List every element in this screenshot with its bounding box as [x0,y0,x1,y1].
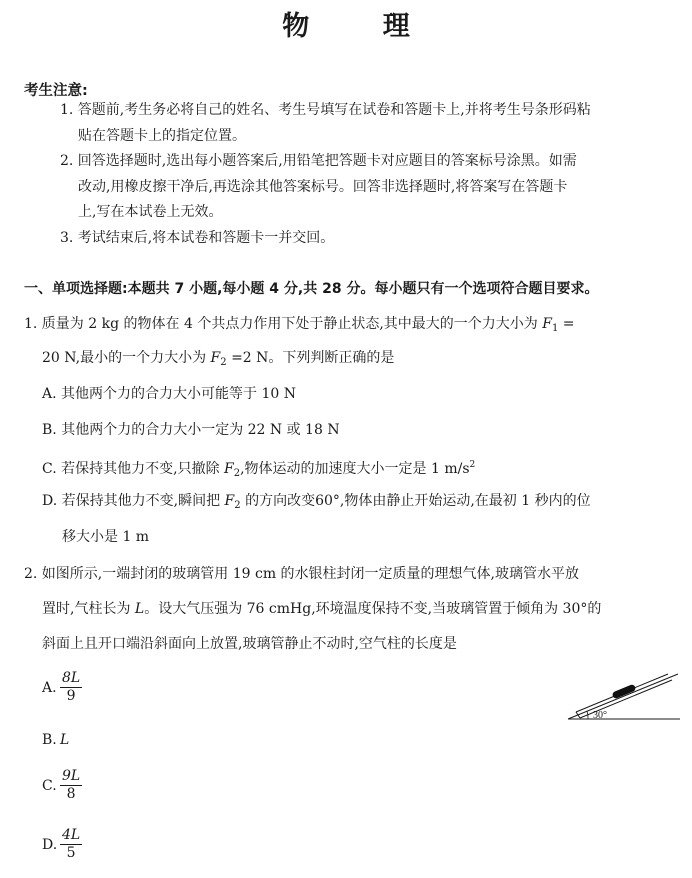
q2-option-b-label: B. [42,732,57,748]
q2-option-d-fraction: 4L 5 [62,827,81,861]
q1-option-a: A. 其他两个力的合力大小可能等于 10 N [42,386,296,402]
notice-line: 1. 答题前,考生务必将自己的姓名、考生号填写在试卷和答题卡上,并将考生号条形码粘 [60,102,591,118]
notice-line: 2. 回答选择题时,选出每小题答案后,用铅笔把答题卡对应题目的答案标号涂黑。如需 [60,153,577,169]
notice-heading: 考生注意: [24,83,88,99]
mercury-column [612,684,637,700]
q2-option-d-label: D. [42,837,58,853]
incline-tube-figure [566,668,682,724]
q2-option-a-fraction: 8L 9 [62,670,81,704]
q1-option-d-line-2: 移大小是 1 m [62,529,150,545]
q2-option-b-value: L [60,732,70,748]
incline-surface-line [568,674,678,719]
q1-option-b: B. 其他两个力的合力大小一定为 22 N 或 18 N [42,422,340,438]
q1-option-c: C. 若保持其他力不变,只撤除 $F_2$,物体运动的加速度大小一定是 1 $m/s^2$ [42,460,476,479]
notice-line: 3. 考试结束后,将本试卷和答题卡一并交回。 [60,230,335,246]
q1-option-d: D. 若保持其他力不变,瞬间把 $F_2$ 的方向改变60°,物体由静止开始运动,在最初 1 秒内的位 [42,493,591,511]
section-heading: 一、单项选择题:本题共 7 小题,每小题 4 分,共 28 分。每小题只有一个选项符合题目要求。 [24,281,599,297]
q1-stem-line-1: 1. 质量为 2 kg 的物体在 4 个共点力作用下处于静止状态,其中最大的一个力大小为 $F_1$ = [24,316,575,334]
notice-line: 上,写在本试卷上无效。 [78,204,223,220]
q2-stem-line-2: 置时,气柱长为 L。设大气压强为 76 cmHg,环境温度保持不变,当玻璃管置于倾角为 30°的 [42,601,602,617]
notice-line: 改动,用橡皮擦干净后,再选涂其他答案标号。回答非选择题时,将答案写在答题卡 [78,179,568,195]
q1-stem-line-2: 20 N,最小的一个力大小为 $F_2 =2$ N。下列判断正确的是 [42,350,395,368]
q2-option-a-label: A. [42,680,57,696]
q2-stem-line-3: 斜面上且开口端沿斜面向上放置,玻璃管静止不动时,空气柱的长度是 [42,636,457,652]
page-title: 物 理 [282,11,442,42]
q2-option-c-label: C. [42,778,57,794]
q2-option-c-fraction: 9L 8 [62,768,81,802]
q2-stem-line-1: 2. 如图所示,一端封闭的玻璃管用 19 cm 的水银柱封闭一定质量的理想气体,玻璃管水平放 [24,566,579,582]
angle-label: 30° [593,710,607,721]
notice-line: 贴在答题卡上的指定位置。 [78,128,246,144]
